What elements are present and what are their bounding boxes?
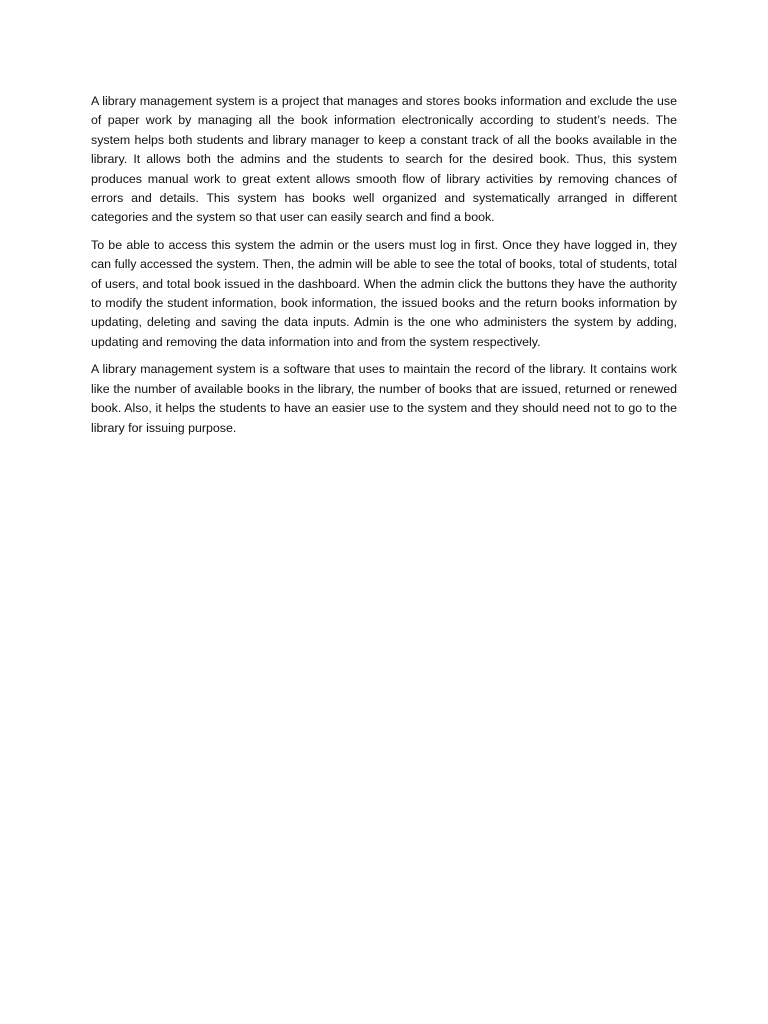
paragraph-2: To be able to access this system the admin or the users must log in first. Once they have logged in, they can fully accessed the system. Then, the admin will be able to see the total of books, total of students, total of users, and total book issued in the dashboard. When the admin click the buttons they have the authority to modify the student information, book information, the issued books and the return books information by updating, deleting and saving the data inputs. Admin is the one who administers the system by adding, updating and removing the data information into and from the system respectively.: [91, 237, 677, 349]
paragraph-1: A library management system is a project that manages and stores books information and exclude the use of paper work by managing all the book information electronically according to student’s needs. The system helps both students and library manager to keep a constant track of all the books available in the library. It allows both the admins and the students to search for the desired book. Thus, this system produces manual work to great extent allows smooth flow of library activities by removing chances of errors and details. This system has books well organized and systematically arranged in different categories and the system so that user can easily search and find a book.: [91, 94, 677, 225]
document-body: [91, 92, 677, 446]
paragraph-3: A library management system is a software that uses to maintain the record of the library. It contains work like the number of available books in the library, the number of books that are issued, returned or renewed book. Also, it helps the students to have an easier use to the system and they should need not to go to the library for issuing purpose.: [91, 362, 677, 435]
